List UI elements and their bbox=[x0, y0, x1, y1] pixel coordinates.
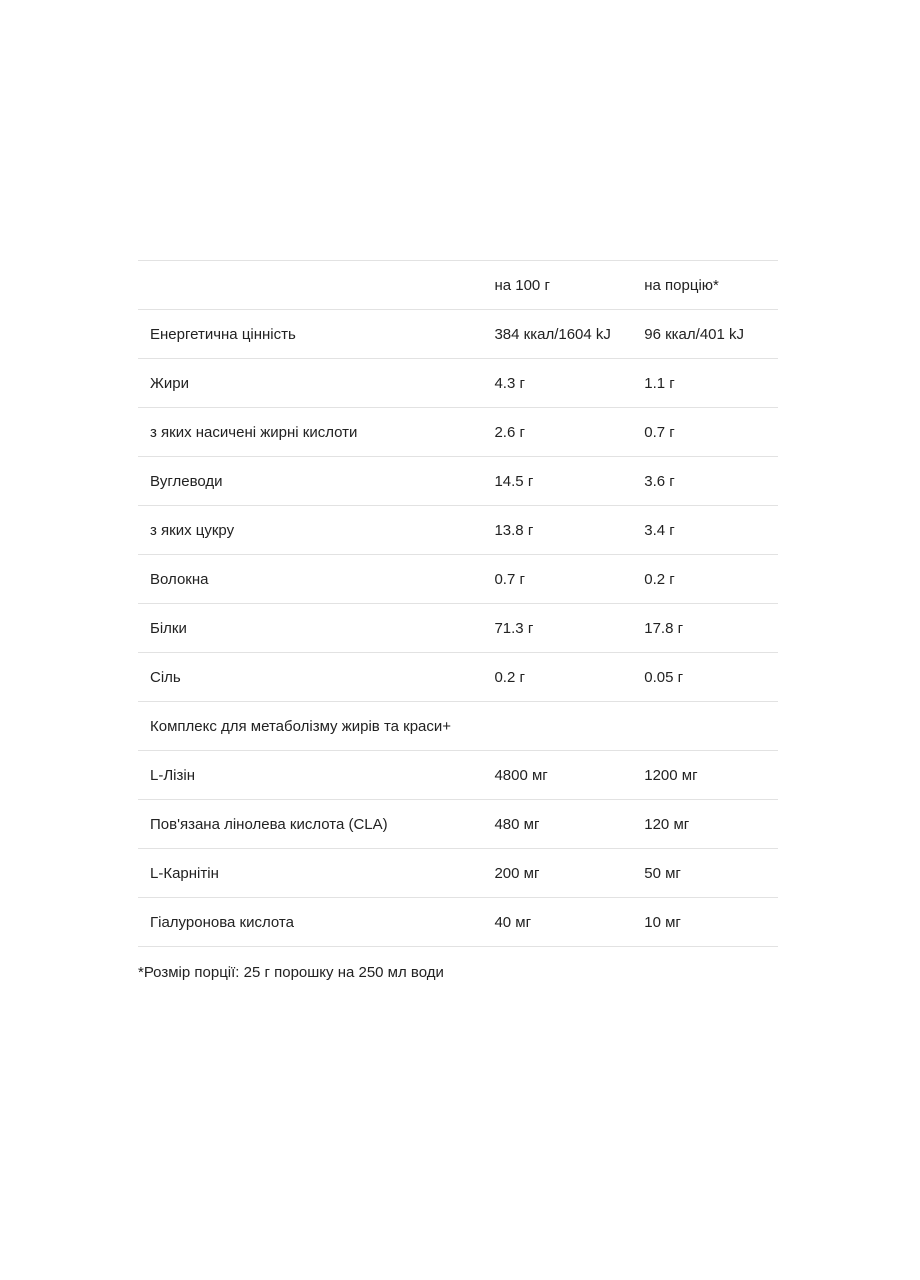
table-row bbox=[138, 506, 778, 555]
value-per-100g: 200 мг bbox=[482, 849, 632, 898]
nutrition-table bbox=[138, 260, 778, 947]
value-per-serving: 10 мг bbox=[632, 898, 778, 947]
nutrient-name: з яких насичені жирні кислоти bbox=[138, 408, 482, 457]
table-row bbox=[138, 653, 778, 702]
value-per-serving: 0.2 г bbox=[632, 555, 778, 604]
value-per-100g: 71.3 г bbox=[482, 604, 632, 653]
value-per-100g: 40 мг bbox=[482, 898, 632, 947]
nutrient-name: з яких цукру bbox=[138, 506, 482, 555]
value-per-serving: 96 ккал/401 kJ bbox=[632, 310, 778, 359]
value-per-100g: 0.2 г bbox=[482, 653, 632, 702]
value-per-serving bbox=[632, 702, 778, 751]
table-row bbox=[138, 751, 778, 800]
nutrient-name: Гіалуронова кислота bbox=[138, 898, 482, 947]
value-per-100g: 13.8 г bbox=[482, 506, 632, 555]
table-row bbox=[138, 604, 778, 653]
nutrient-name: Пов'язана лінолева кислота (CLA) bbox=[138, 800, 482, 849]
nutrient-name: Жири bbox=[138, 359, 482, 408]
value-per-100g: 0.7 г bbox=[482, 555, 632, 604]
table-row bbox=[138, 555, 778, 604]
table-row bbox=[138, 849, 778, 898]
value-per-100g: 384 ккал/1604 kJ bbox=[482, 310, 632, 359]
value-per-100g bbox=[482, 702, 632, 751]
nutrient-name: L-Карнітін bbox=[138, 849, 482, 898]
serving-size-footnote: *Розмір порції: 25 г порошку на 250 мл води bbox=[138, 964, 444, 981]
value-per-serving: 50 мг bbox=[632, 849, 778, 898]
table-row bbox=[138, 898, 778, 947]
value-per-100g: 4.3 г bbox=[482, 359, 632, 408]
value-per-serving: 0.7 г bbox=[632, 408, 778, 457]
header-per-100g: на 100 г bbox=[482, 261, 632, 310]
nutrient-name: Енергетична цінність bbox=[138, 310, 482, 359]
table-row bbox=[138, 408, 778, 457]
nutrient-name: Білки bbox=[138, 604, 482, 653]
value-per-serving: 120 мг bbox=[632, 800, 778, 849]
value-per-serving: 3.6 г bbox=[632, 457, 778, 506]
value-per-serving: 17.8 г bbox=[632, 604, 778, 653]
table-row bbox=[138, 310, 778, 359]
value-per-serving: 0.05 г bbox=[632, 653, 778, 702]
nutrient-name: Волокна bbox=[138, 555, 482, 604]
nutrient-name: Вуглеводи bbox=[138, 457, 482, 506]
table-header-row bbox=[138, 261, 778, 310]
value-per-100g: 14.5 г bbox=[482, 457, 632, 506]
value-per-serving: 1.1 г bbox=[632, 359, 778, 408]
table-row bbox=[138, 800, 778, 849]
value-per-100g: 4800 мг bbox=[482, 751, 632, 800]
value-per-serving: 3.4 г bbox=[632, 506, 778, 555]
table-section-row bbox=[138, 702, 778, 751]
header-per-serving: на порцію* bbox=[632, 261, 778, 310]
value-per-100g: 480 мг bbox=[482, 800, 632, 849]
table-row bbox=[138, 457, 778, 506]
section-name: Комплекс для метаболізму жирів та краси+ bbox=[138, 702, 482, 751]
header-nutrient bbox=[138, 261, 482, 310]
table-row bbox=[138, 359, 778, 408]
nutrient-name: Сіль bbox=[138, 653, 482, 702]
value-per-serving: 1200 мг bbox=[632, 751, 778, 800]
value-per-100g: 2.6 г bbox=[482, 408, 632, 457]
nutrient-name: L-Лізін bbox=[138, 751, 482, 800]
